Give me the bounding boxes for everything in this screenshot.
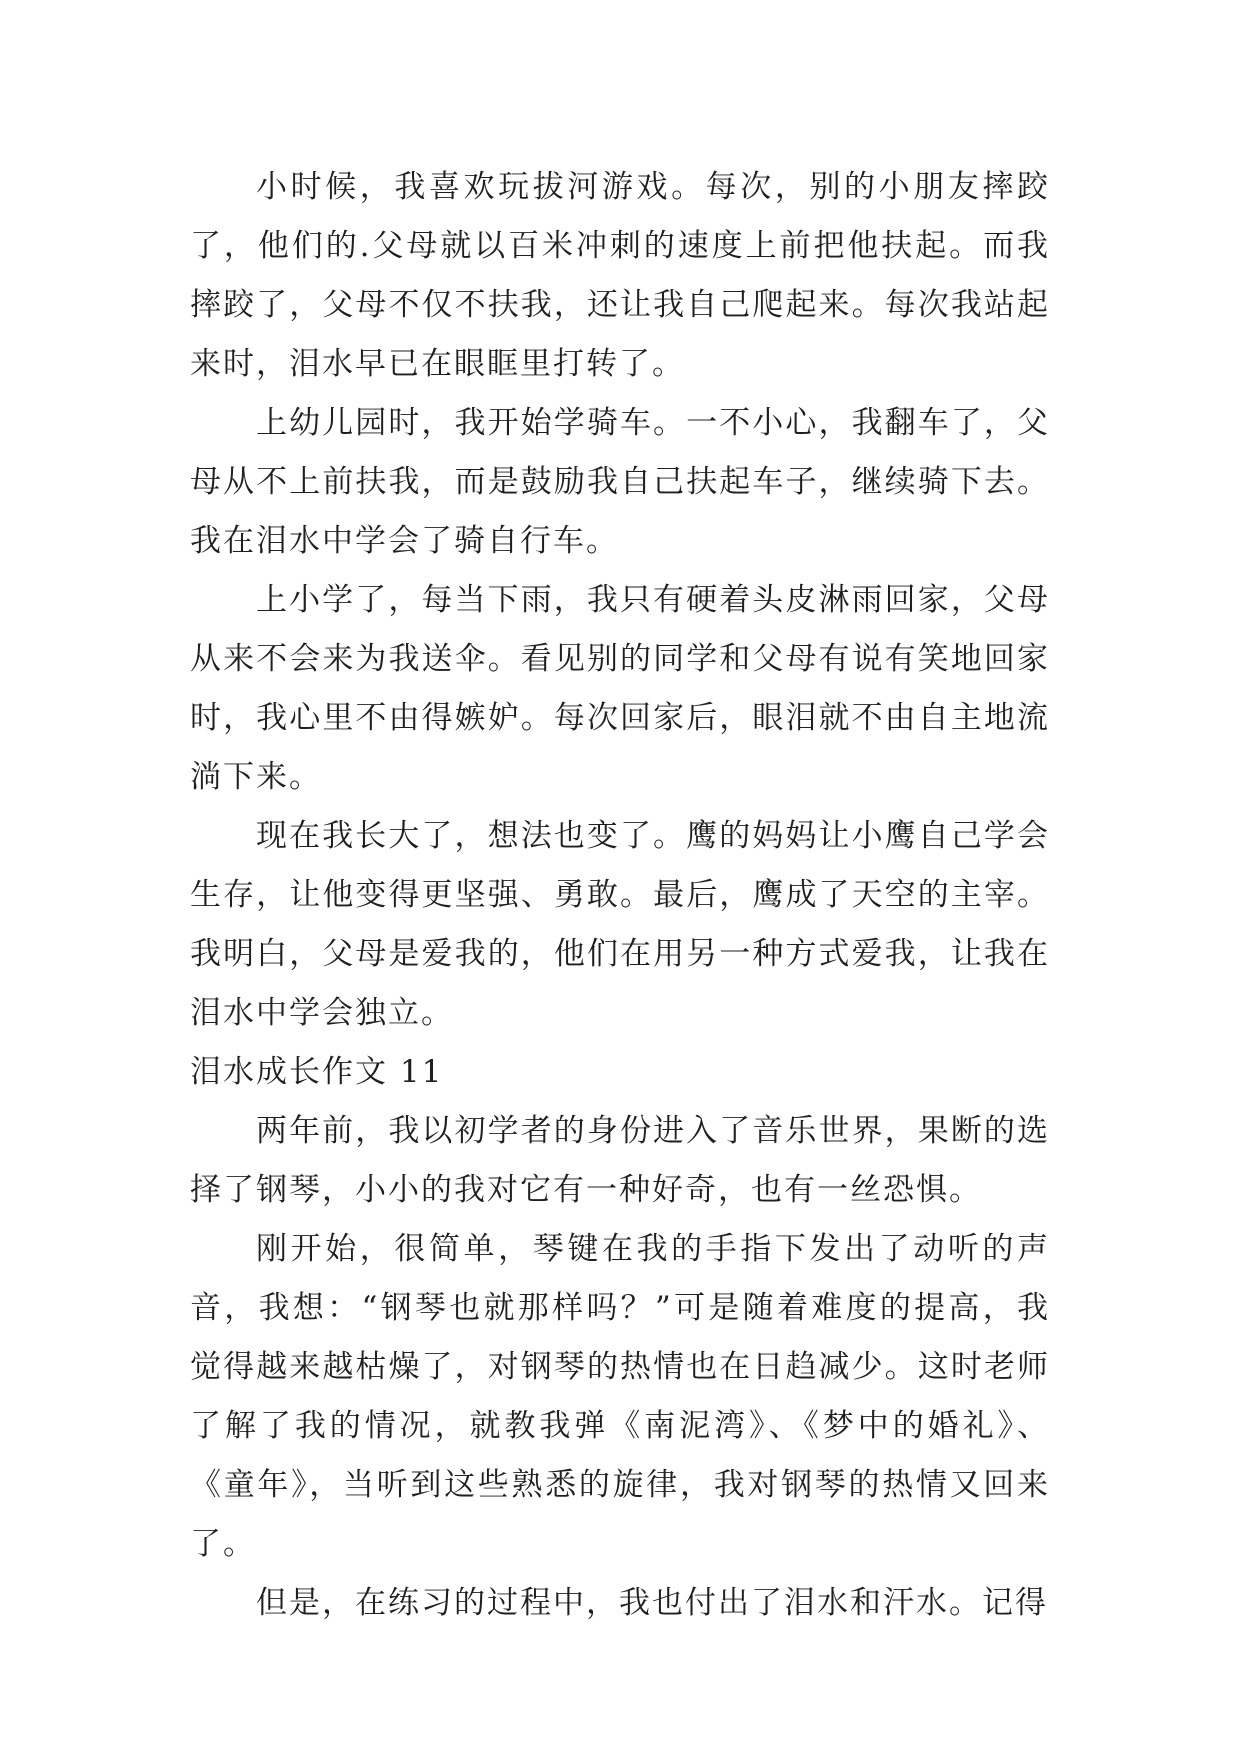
paragraph-piano-start: 两年前，我以初学者的身份进入了音乐世界，果断的选择了钢琴，小小的我对它有一种好奇，也有一丝恐惧。 [190, 1113, 1050, 1208]
paragraph-piano-practice: 但是，在练习的过程中，我也付出了泪水和汗水。记得 [256, 1585, 1048, 1621]
paragraph-piano-interest: 刚开始，很简单，琴键在我的手指下发出了动听的声音，我想：“钢琴也就那样吗？”可是随着难度的提高，我觉得越来越枯燥了，对钢琴的热情也在日趋减少。这时老师了解了我的情况，就教我弹《南泥湾》、《梦中的婚礼》、《童年》，当听到这些熟悉的旋律，我对钢琴的热情又回来了。 [190, 1231, 1050, 1562]
paragraph-rain: 上小学了，每当下雨，我只有硬着头皮淋雨回家，父母从来不会来为我送伞。看见别的同学和父母有说有笑地回家时，我心里不由得嫉妒。每次回家后，眼泪就不由自主地流淌下来。 [190, 582, 1050, 795]
paragraph-grown-up: 现在我长大了，想法也变了。鹰的妈妈让小鹰自己学会生存，让他变得更坚强、勇敢。最后，鹰成了天空的主宰。我明白，父母是爱我的，他们在用另一种方式爱我，让我在泪水中学会独立。 [190, 818, 1050, 1031]
paragraph-tug-of-war: 小时候，我喜欢玩拔河游戏。每次，别的小朋友摔跤了，他们的.父母就以百米冲刺的速度上前把他扶起。而我摔跤了，父母不仅不扶我，还让我自己爬起来。每次我站起来时，泪水早已在眼眶里打转了。 [190, 169, 1050, 382]
section-heading: 泪水成长作文 11 [190, 1054, 444, 1090]
document-body [190, 158, 1050, 1633]
paragraph-bicycle: 上幼儿园时，我开始学骑车。一不小心，我翻车了，父母从不上前扶我，而是鼓励我自己扶起车子，继续骑下去。我在泪水中学会了骑自行车。 [190, 405, 1050, 559]
